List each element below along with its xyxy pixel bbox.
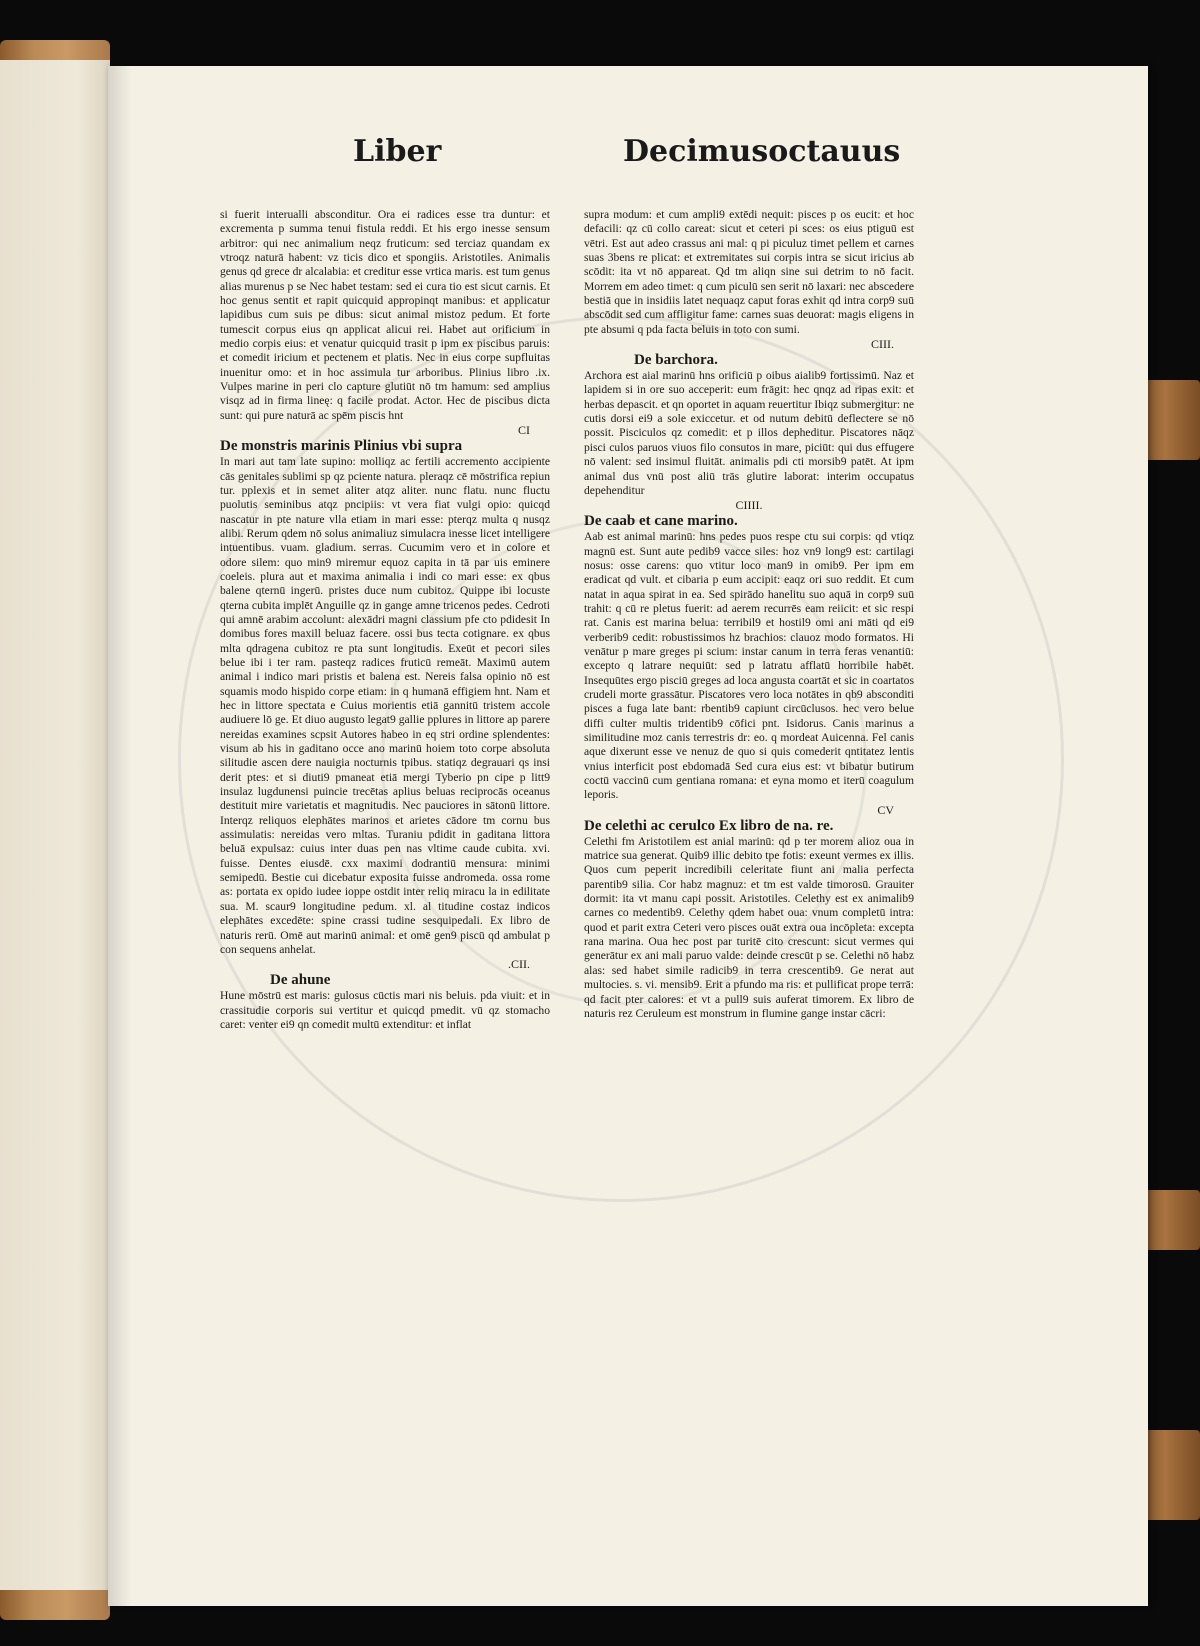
chapter-number: CI xyxy=(518,423,530,438)
section-heading: De monstris marinis Plinius vbi supra xyxy=(220,438,463,455)
incunable-page xyxy=(108,66,1148,1606)
paragraph: Hune mōstrū est maris: gulosus cūctis mari nis beluis. pda viuit: et in crassitudie corporis sui vertitur et quicqd pmedit. vū qz stomacho caret: venter ei9 qn comedit multū extenditur: et inflat xyxy=(220,989,550,1031)
section-heading: De ahune xyxy=(270,972,331,989)
chapter-number: .CII. xyxy=(508,957,530,972)
paragraph: Aab est animal marinū: hns pedes puos respe ctu sui corpis: qd vtiqz magnū est. Sunt aute pedib9 vacce siles: hoz vn9 long9 est: cartilagi nosus: osse carens: quo vtitur loco man9 in omib9. Per ipm em eradicat qd vult. et cibaria p eum accipit: eaqz ori suo reddit. Et cum natat in aqua spirat in ea. Sed spirādo hanelitu suo aquā in corp9 suū trahit: q cū re pletus fuerit: ad aerem recurrēs eam reiicit: et sic respi rat. Canis est marina belua: terribil9 et hostil9 omi ani māti qd ei9 verberib9 cedit: robustissimos hz brachios: clauoz modo formatos. Hi venātur p mare greges pi scium: instar canum in terra feras venantiū: excepto q latrare nequiūt: sed p latratu afflatū horribile habēt. Insequūtes ergo pisciū greges ad loca angusta coartāt et sic in coartatos crudeli morte grassātur. Piscatores vero loca notātes in qb9 absconditi pisces a fuga late bant: rbentib9 capiunt circūclusos. hec vero belue diffi culter multis tridentib9 cōfici pnt. Isidorus. Canis marinus a similitudine moz canis terrestris dr: eo. q mordeat Auicenna. Fel canis aque dixerunt esse ve nenuz de quo si quis comederit qntitatez lentis vnius interficit post ebdomadā Sed cura eius est: vt bibatur butirum coctū vaccinū cum gentiana romana: et eyna momo et iterū coagulum leporis. xyxy=(584,530,914,802)
paragraph: Archora est aial marinū hns orificiū p oibus aialib9 fortissimū. Naz et lapidem si in ore suo acceperit: eum frāgit: hec qnqz ad ripas exit: et herbas depascit. et qn oportet in aquam reuertitur Ibiqz submergitur: ne cutis dorsi ei9 a sole exiccetur. et od nutum debitū deflectere se nō possit. Pisciculos qz comedit: et p illos depheditur. Piscatores nāqz pisci culos paruos viuos filo consutos in mare, piciūt: qui dus effugere nō valent: sed insimul fluitāt. animalis pdi cti morsib9 patēt. At ipm animal dus vnū post aliū trās glutire laborat: interim occupatus depehenditur xyxy=(584,369,914,497)
section-heading: De barchora. xyxy=(634,352,718,369)
chapter-number: CV xyxy=(877,802,894,817)
running-head-left: Liber xyxy=(353,134,442,169)
paragraph: Celethi fm Aristotilem est anial marinū: qd p ter morem alioz oua in matrice sua generat. Quib9 illic debito tpe fotis: exeunt vermes ex illis. Quos cum peperit incredibili celeritate fiunt ani malia perfecta parentib9 silia. Cor habz magnuz: et tm est valde timorosū. Grauiter dormit: ita vt manu capi possit. Aristotiles. Celethy est ex animalib9 carnes co medentib9. Celethy qdem habet oua: vnum completū intra: quod et parit extra Ceteri vero pisces ouāt extra oua incōpleta: excepta rana marina. Oua hec post par turitē cito crescunt: sicut vermes qui generātur ex ani mali paruo valde: deinde crescūt p se. Celethi nō habz alas: sed habet simile radicib9 in terra crescentib9. Ge nerat aut multocies. s. vi. mensib9. Erit a pfundo ma ris: et pullificat prope terrā: qd facit pter calores: et vt a pull9 suis auferat timorem. Ex libro de naturis rez Ceruleum est monstrum in flumine gange instar cācri: xyxy=(584,834,914,1020)
chapter-number: CIII. xyxy=(871,337,894,352)
paragraph: In mari aut tam late supino: molliqz ac fertili accremento accipiente cās genitales sublimi sp qz pciente natura. pleraqz cē mōstrifica repiun tur. pplexis et in semet aliter atqz aliter. nunc flatu. nunc fluctu puolutis seminibus atqz pncipiis: vt vera fiat vulgi opio: quicqd nascatur in pte nature vlla etiam in mari esse: pterqz multa q nusqz alibi. Rerum qdem nō solus animaliuz simulacra inesse licet intelligere intuentibus. vuam. gladium. serras. Cucumim vero et in colore et odore silem: quo min9 miremur equoz capita in tā par uis eminere coeleis. plura aut et maxima animalia i indi co mari esse: ex qbus balene qternū ingerū. pristes duce num cubitoz. Quippe ibi locuste qterna cubita implēt Anguille qz in gange amne tricenos pedes. Cedroti qui amnē arabim accolunt: alexādri magni classium pfe cto pdidesit In domibus fores maxill beluaz facere. ossi bus tecta cotignare. ex qbus mlta qdragena cubitoz re pta sunt longitudis. Exeūt et pecori siles belue ibi i ter ram. pasteqz radices fruticū remeāt. Maximū autem animal i indico mari pristis et balena est. Nereis falsa opinio nō est squamis modo hispido corpe etiam: in q humanā effigiem hnt. Nam et hec in littore spectata e Cuius morientis etiā gannitū tristem accole audiuere lō ge. Et diuo augusto legat9 gallie pplures in littore ap parere nereidas examines scpsit Autores habeo in eq stri ordine splendentes: visum ab his in gaditano occe ano marinū hoiem toto corpe absoluta silitudie ascen dere nauigia nocturnis tpibus. statiqz degrauari qs insi derit ptes: et si diuti9 pmaneat etiā mergi Tyberio pn cipe p litt9 insulaz lugdunensi puincie trecētas aplius beluas reciprocās oceanus destituit mire varietatis et magnitudis. Nec pauciores in sātonū littore. Interqz reliquos elephātes marinos et arietes cādore tm cornu bus assimulatis: nereidas vero mltas. Turaniu pdidit in gaditana littora beluā expulsaz: cuius inter duas pen nas vltime caude cubita. xvi. fuisse. Dentes eiusdē. cxx maximi dodrantiū mensura: minimi semipedū. Bestie cui dicebatur exposita fuisse andromeda. ossa rome as: portata ex opido iudee ioppe ostdit inter reliq miracu la in edilitate sua. M. scaur9 longitudine pedum. xl. al titudine costaz indicos elephātes excedēte: spine crassi tudine sesquipedali. Ex libro de naturis rerū. Omē aut marinū animal: et omē gen9 piscū qd ambulat p con sequens anhelat. xyxy=(220,455,550,956)
text-column-right xyxy=(584,208,914,1021)
section-heading: De celethi ac cerulco Ex libro de na. re. xyxy=(584,817,834,834)
paragraph: supra modum: et cum ampli9 extēdi nequit: pisces p os eucit: et hoc defacili: qz cū collo careat: sicut et ceteri pi sces: os eius ptiguū est vētri. Est aut adeo crassus ani mal: q pi piculuz timet pellem et carnes suas 3bens re plicat: et extremitates sui corpis intra se sicut iricius ab scōdit: ita vt nō appareat. Qd tm aliqn sine sui detrim to nō facit. Morrem em adeo timet: q cum piculū sen serit nō laxari: nec abscedere bestiā que in insidiis latet nequaqz caput foras exhit qd intra corp9 suū abscōdit sed cum affligitur fame: carnes suas deuorat: magis eligens in pte absumi q pda facta beluis in toto con sumi. xyxy=(584,208,914,336)
running-head-right: Decimusoctauus xyxy=(623,134,901,169)
facing-page-edge xyxy=(0,60,110,1590)
text-column-left xyxy=(220,208,550,1032)
paragraph: si fuerit interualli absconditur. Ora ei radices esse tra duntur: et excrementa p summa tenui fistula reddi. Et his ergo inesse sensum arbitror: qui nec animalium neqz fruticum: sed terciaz quandam ex vtroqz naturā habent: vz ticis dico et spongiis. Aristotiles. Animalis genus qd grece dr alcalabia: et creditur esse vrtica maris. est tum genus alias murenus p se Nec habet testam: sed ei cura tio est sicut carnis. Et hoc genus sentit et rapit quicquid appropinqt manibus: et applicatur lapidibus cum suis pe dibus: sicut animal mistoz pedum. Et forte tumescit corpus eius qn applicat alicui rei. Habet aut orificium in medio corpis eius: et venatur quicquid trasit p ipm ex piscibus paruis: et comedit iricium et pectenem et platis. Nec in eius corpe supfluitas inuenitur omo: et in hoc assimula tur arboribus. Plinius libro .ix. Vulpes marine in peri clo capture glutiūt nō tm hamum: sed amplius visqz ad in firma lineę: q facile prodat. Actor. Hec de piscibus dicta sunt: qui pure naturā ac spēm piscis hnt xyxy=(220,208,550,422)
section-heading: De caab et cane marino. xyxy=(584,513,738,530)
chapter-number: CIIII. xyxy=(735,498,763,513)
